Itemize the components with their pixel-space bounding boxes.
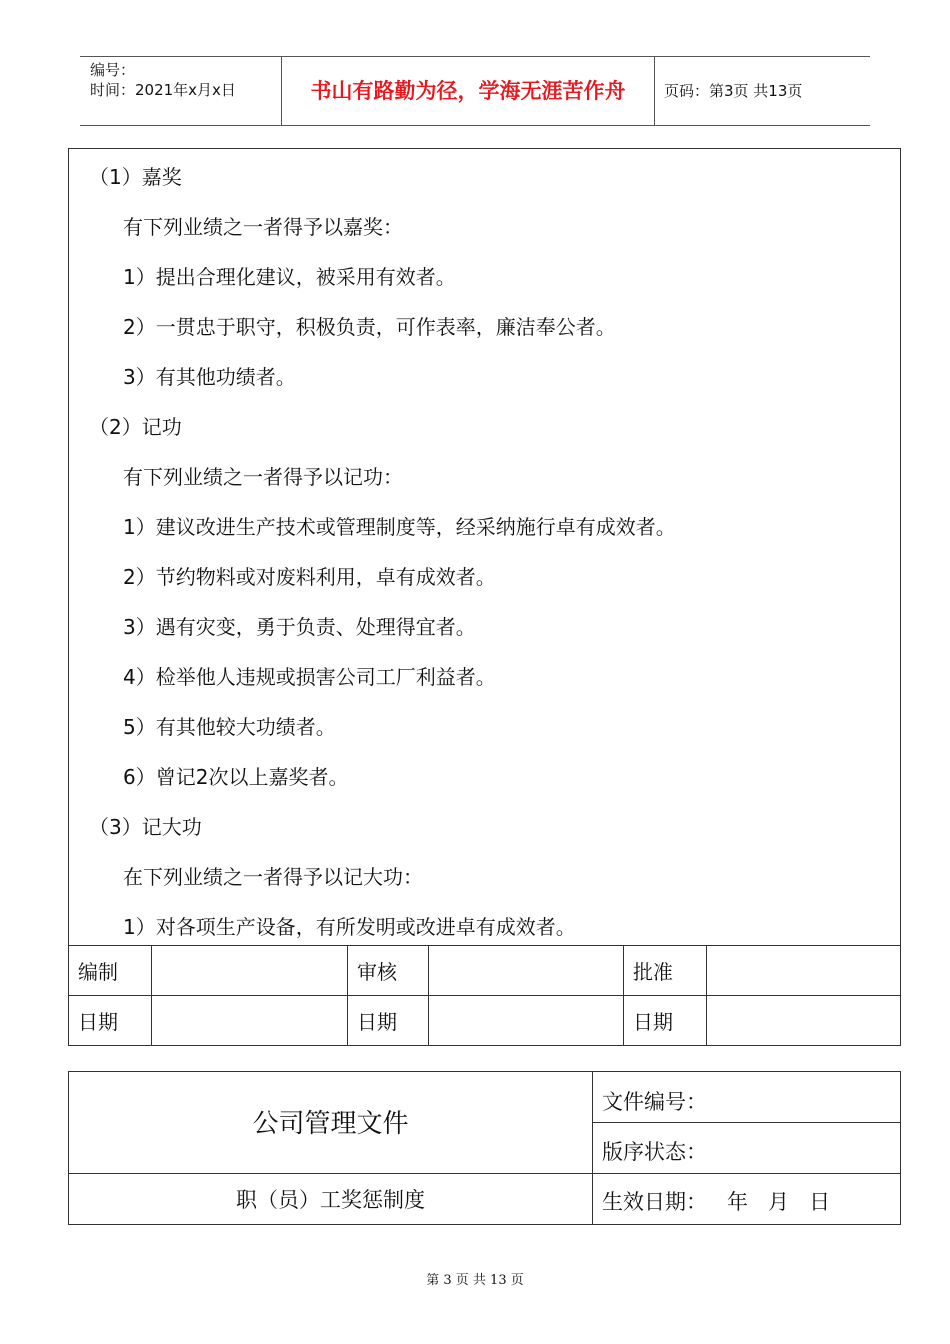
date-value[interactable] bbox=[429, 996, 624, 1046]
reviewed-label: 审核 bbox=[348, 946, 429, 996]
date-label: 日期 bbox=[348, 996, 429, 1046]
header-meta bbox=[80, 57, 280, 125]
section-heading: （2）记功 bbox=[89, 415, 182, 439]
section-intro: 在下列业绩之一者得予以记大功： bbox=[123, 865, 423, 889]
list-item: 6）曾记2次以上嘉奖者。 bbox=[123, 765, 349, 789]
section-intro: 有下列业绩之一者得予以嘉奖： bbox=[123, 215, 403, 239]
policy-name: 职（员）工奖惩制度 bbox=[236, 1188, 425, 1212]
signoff-table bbox=[68, 945, 901, 1046]
list-item: 2）一贯忠于职守，积极负责，可作表率，廉洁奉公者。 bbox=[123, 315, 616, 339]
document-title: 公司管理文件 bbox=[252, 1109, 409, 1139]
reviewed-value[interactable] bbox=[429, 946, 624, 996]
list-item: 3）遇有灾变，勇于负责、处理得宜者。 bbox=[123, 615, 476, 639]
date-value[interactable] bbox=[707, 996, 901, 1046]
date-label: 日期 bbox=[69, 996, 152, 1046]
list-item: 1）建议改进生产技术或管理制度等，经采纳施行卓有成效者。 bbox=[123, 515, 676, 539]
document-info-table bbox=[68, 1071, 901, 1225]
doc-time-label: 时间：2021年x月x日 bbox=[90, 81, 236, 99]
section-intro: 有下列业绩之一者得予以记功： bbox=[123, 465, 403, 489]
content-box bbox=[68, 148, 901, 946]
date-value[interactable] bbox=[152, 996, 348, 1046]
signoff-row bbox=[69, 946, 901, 996]
table-divider bbox=[593, 1122, 900, 1123]
date-label: 日期 bbox=[624, 996, 707, 1046]
list-item: 4）检举他人违规或损害公司工厂利益者。 bbox=[123, 665, 496, 689]
section-heading: （3）记大功 bbox=[89, 815, 202, 839]
compiled-value[interactable] bbox=[152, 946, 348, 996]
list-item: 1）提出合理化建议，被采用有效者。 bbox=[123, 265, 456, 289]
list-item: 2）节约物料或对废料利用，卓有成效者。 bbox=[123, 565, 496, 589]
header-divider bbox=[654, 57, 655, 125]
approved-label: 批准 bbox=[624, 946, 707, 996]
list-item: 5）有其他较大功绩者。 bbox=[123, 715, 336, 739]
date-row bbox=[69, 996, 901, 1046]
approved-value[interactable] bbox=[707, 946, 901, 996]
list-item: 1）对各项生产设备，有所发明或改进卓有成效者。 bbox=[123, 915, 576, 939]
section-heading: （1）嘉奖 bbox=[89, 165, 182, 189]
header-page-info: 页码：第3页 共13页 bbox=[664, 82, 803, 100]
version-status-field: 版序状态： bbox=[602, 1140, 707, 1164]
doc-number-label: 编号： bbox=[90, 61, 136, 79]
table-divider bbox=[592, 1072, 593, 1224]
page-footer: 第 3 页 共 13 页 bbox=[426, 1273, 524, 1288]
doc-number-field: 文件编号： bbox=[602, 1090, 707, 1114]
header-motto: 书山有路勤为径，学海无涯苦作舟 bbox=[310, 79, 626, 103]
compiled-label: 编制 bbox=[69, 946, 152, 996]
page-header bbox=[80, 56, 870, 126]
effective-date-field: 生效日期： 年 月 日 bbox=[602, 1190, 831, 1214]
list-item: 3）有其他功绩者。 bbox=[123, 365, 296, 389]
